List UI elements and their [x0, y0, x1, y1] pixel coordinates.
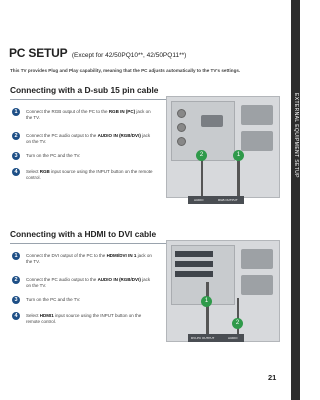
step-number: 4 — [12, 168, 20, 176]
page-title — [9, 44, 186, 62]
step-text: Select RGB input source using the INPUT button on the remote control. — [26, 169, 153, 180]
hdmi-cable — [206, 282, 209, 334]
audio-jack — [177, 137, 186, 146]
step-number: 2 — [12, 132, 20, 140]
pc-output-bar — [188, 334, 244, 342]
callout-2: 2 — [232, 318, 243, 329]
av-ports — [241, 275, 273, 295]
side-tab — [291, 0, 300, 400]
hdmi-step-2 — [12, 276, 157, 292]
av-ports — [241, 131, 273, 151]
tv-rear-panel-dsub — [166, 96, 280, 198]
dsub-step-1 — [12, 108, 157, 124]
step-text: Connect the PC audio output to the AUDIO IN (RGB/DVI) jack on the TV. — [26, 277, 151, 288]
dsub-step-3 — [12, 152, 157, 162]
hdmi-port-3 — [175, 271, 213, 277]
step-number: 2 — [12, 276, 20, 284]
rgb-in-port — [201, 115, 223, 127]
hdmi-step-4 — [12, 312, 157, 328]
side-tab-label: EXTERNAL EQUIPMENT SETUP — [293, 92, 299, 178]
component-ports — [241, 249, 273, 269]
hdmi-port-1 — [175, 251, 213, 257]
dsub-step-2 — [12, 132, 157, 148]
intro-text: This TV provides Plug and Play capability, meaning that the PC adjusts automatically to the TV's settings. — [10, 68, 241, 73]
step-text: Turn on the PC and the TV. — [26, 297, 81, 302]
hdmi-step-1 — [12, 252, 157, 268]
step-text: Connect the PC audio output to the AUDIO IN (RGB/DVI) jack on the TV. — [26, 133, 151, 144]
step-text: Connect the RGB output of the PC to the RGB IN (PC) jack on the TV. — [26, 109, 151, 120]
step-number: 3 — [12, 296, 20, 304]
pc-audio-label: AUDIO — [194, 198, 204, 202]
dsub-step-4 — [12, 168, 157, 184]
page-title-suffix: (Except for 42/50PQ10**, 42/50PQ11**) — [71, 52, 187, 59]
callout-2: 2 — [196, 150, 207, 161]
hdmi-port-2 — [175, 261, 213, 267]
audio-jack — [177, 123, 186, 132]
pc-dvi-label: DVI-PC OUTPUT — [191, 336, 215, 340]
dsub-heading: Connecting with a D-sub 15 pin cable — [10, 85, 159, 95]
step-number: 3 — [12, 152, 20, 160]
step-text: Turn on the PC and the TV. — [26, 153, 81, 158]
tv-rear-panel-hdmi — [166, 240, 280, 342]
step-number: 1 — [12, 252, 20, 260]
component-ports — [241, 105, 273, 125]
hdmi-heading: Connecting with a HDMI to DVI cable — [10, 229, 157, 239]
page-title-main: PC SETUP — [9, 46, 68, 60]
pc-audio-label: AUDIO — [228, 336, 238, 340]
hdmi-step-3 — [12, 296, 157, 306]
step-text: Select HDMI1 input source using the INPUT button on the remote control. — [26, 313, 142, 324]
pc-output-bar — [188, 196, 244, 204]
step-number: 4 — [12, 312, 20, 320]
callout-1: 1 — [233, 150, 244, 161]
step-text: Connect the DVI output of the PC to the HDMI/DVI IN 1 jack on the TV. — [26, 253, 152, 264]
pc-rgb-label: RGB OUTPUT — [218, 198, 238, 202]
audio-jack — [177, 109, 186, 118]
callout-1: 1 — [201, 296, 212, 307]
page-number: 21 — [268, 373, 277, 382]
step-number: 1 — [12, 108, 20, 116]
